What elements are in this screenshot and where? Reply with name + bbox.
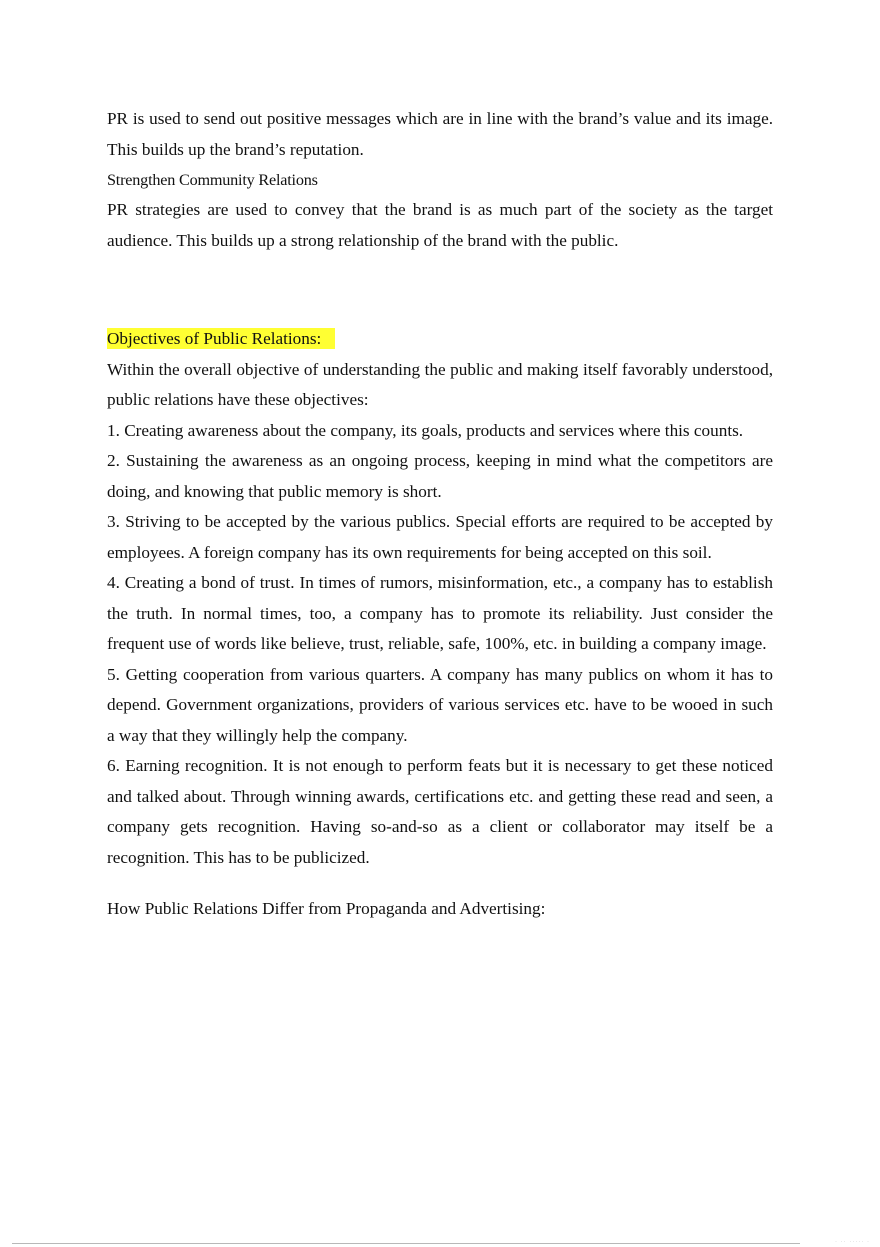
objective-item-3: 3. Striving to be accepted by the various publics. Special efforts are required to be accepted by employees. A foreign company has its own requirements for being accepted on this soil. xyxy=(107,512,773,562)
footer-divider xyxy=(12,1243,800,1244)
footer-mark: · ·· ····· · xyxy=(835,1239,870,1245)
objective-item-1: 1. Creating awareness about the company, its goals, products and services where this counts. xyxy=(107,420,744,440)
objectives-heading-line xyxy=(107,324,773,355)
document-page xyxy=(107,104,773,925)
objectives-heading: Objectives of Public Relations: xyxy=(107,328,335,349)
community-heading: Strengthen Community Relations xyxy=(107,171,318,189)
objective-item-5: 5. Getting cooperation from various quarters. A company has many publics on whom it has to depend. Government organizations, providers of various services etc. have to be wooed in such a way that they willingly help the company. xyxy=(107,664,773,745)
closing-heading: How Public Relations Differ from Propaganda and Advertising: xyxy=(107,899,546,918)
objective-item-2: 2. Sustaining the awareness as an ongoing process, keeping in mind what the competitors are doing, and knowing that public memory is short. xyxy=(107,451,773,501)
objective-item-4: 4. Creating a bond of trust. In times of rumors, misinformation, etc., a company has to establish the truth. In normal times, too, a company has to promote its reliability. Just consider the frequent use of words like believe, trust, reliable, safe, 100%, etc. in building a company image. xyxy=(107,573,773,653)
community-paragraph: PR strategies are used to convey that the brand is as much part of the society as the target audience. This builds up a strong relationship of the brand with the public. xyxy=(107,200,773,250)
objectives-intro: Within the overall objective of understanding the public and making itself favorably understood, public relations have these objectives: xyxy=(107,359,773,409)
intro-paragraph: PR is used to send out positive messages which are in line with the brand’s value and its image. This builds up the brand’s reputation. xyxy=(107,109,773,159)
objective-item-6: 6. Earning recognition. It is not enough to perform feats but it is necessary to get these noticed and talked about. Through winning awards, certifications etc. and getting these read and seen, a company gets recognition. Having so-and-so as a client or collaborator may itself be a recognition. This has to be publicized. xyxy=(107,756,773,867)
